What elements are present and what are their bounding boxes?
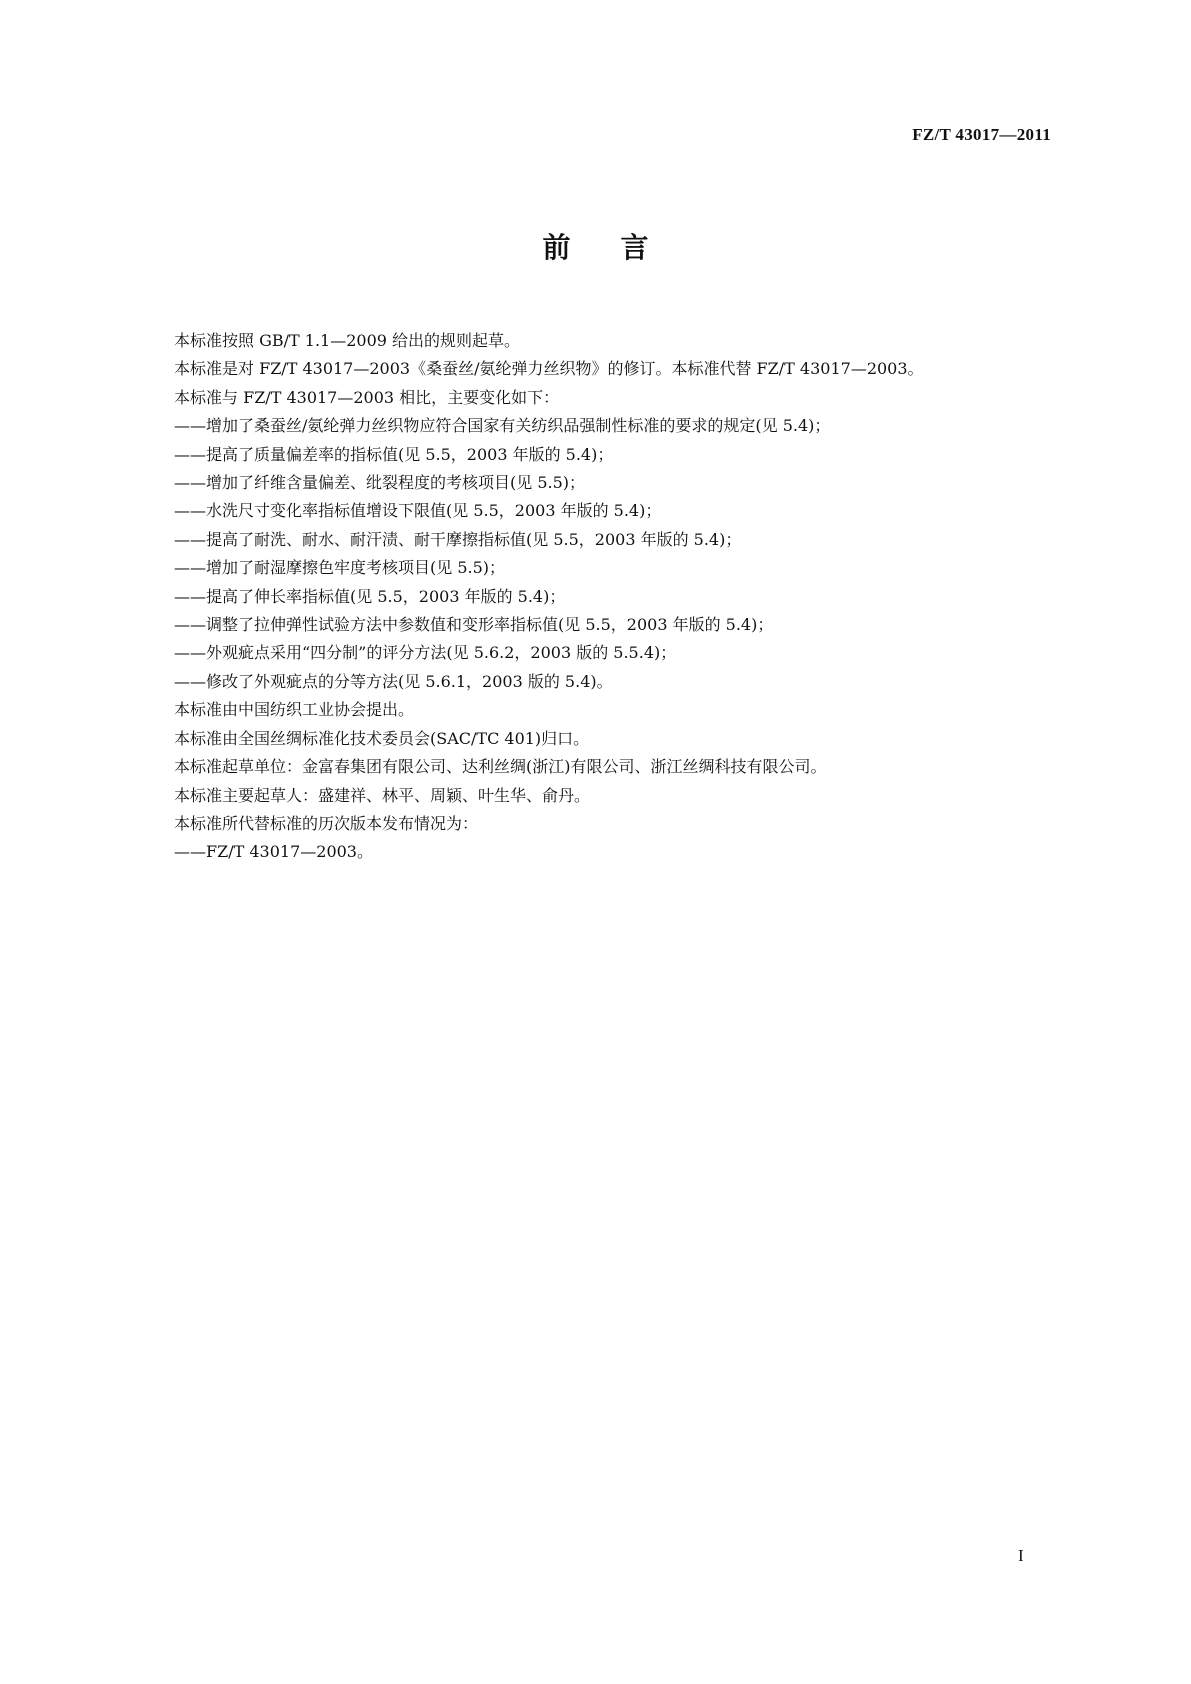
standard-code: FZ/T 43017—2011 xyxy=(912,125,1051,144)
paragraph-proposer: 本标准由中国纺织工业协会提出。 xyxy=(174,700,415,720)
page-title: 前言 xyxy=(542,231,699,264)
history-item: ——FZ/T 43017—2003。 xyxy=(174,842,373,862)
change-item: ——增加了桑蚕丝/氨纶弹力丝织物应符合国家有关纺织品强制性标准的要求的规定(见 5.4)； xyxy=(174,416,831,436)
change-item: ——提高了耐洗、耐水、耐汗渍、耐干摩擦指标值(见 5.5，2003 年版的 5.4)； xyxy=(174,529,742,549)
foreword-body xyxy=(174,327,1074,867)
paragraph-revision: 本标准是对 FZ/T 43017—2003《桑蚕丝/氨纶弹力丝织物》的修订。本标准代替 FZ/T 43017—2003。 xyxy=(174,359,924,379)
paragraph-drafting-units: 本标准起草单位：金富春集团有限公司、达利丝绸(浙江)有限公司、浙江丝绸科技有限公司。 xyxy=(174,757,827,777)
paragraph-drafting-rules: 本标准按照 GB/T 1.1—2009 给出的规则起草。 xyxy=(174,331,521,350)
change-item: ——修改了外观疵点的分等方法(见 5.6.1，2003 版的 5.4)。 xyxy=(174,671,613,691)
change-item: ——水洗尺寸变化率指标值增设下限值(见 5.5，2003 年版的 5.4)； xyxy=(174,501,662,521)
change-item: ——提高了伸长率指标值(见 5.5，2003 年版的 5.4)； xyxy=(174,586,566,606)
paragraph-changes-intro: 本标准与 FZ/T 43017—2003 相比，主要变化如下： xyxy=(174,387,560,407)
change-item: ——调整了拉伸弹性试验方法中参数值和变形率指标值(见 5.5，2003 年版的 5.4)； xyxy=(174,615,774,635)
change-item: ——增加了耐湿摩擦色牢度考核项目(见 5.5)； xyxy=(174,558,506,578)
paragraph-drafters: 本标准主要起草人：盛建祥、林平、周颖、叶生华、俞丹。 xyxy=(174,785,591,805)
page-number: I xyxy=(1018,1546,1024,1565)
change-item: ——外观疵点采用“四分制”的评分方法(见 5.6.2，2003 版的 5.5.4)； xyxy=(174,643,677,663)
change-item: ——增加了纤维含量偏差、纰裂程度的考核项目(见 5.5)； xyxy=(174,473,586,493)
change-item: ——提高了质量偏差率的指标值(见 5.5，2003 年版的 5.4)； xyxy=(174,444,614,464)
paragraph-history-intro: 本标准所代替标准的历次版本发布情况为： xyxy=(174,813,479,833)
paragraph-committee: 本标准由全国丝绸标准化技术委员会(SAC/TC 401)归口。 xyxy=(174,728,590,748)
